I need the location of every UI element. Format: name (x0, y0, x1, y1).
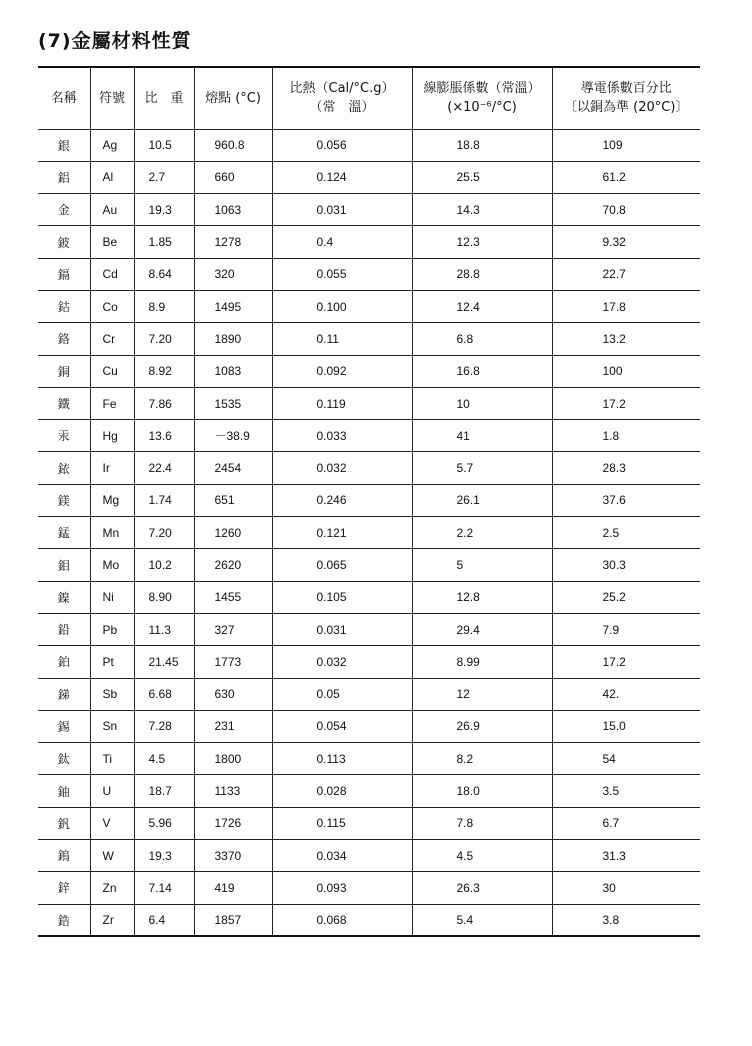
cell-expansion: 18.8 (412, 129, 552, 161)
cell-specific-heat: 0.05 (272, 678, 412, 710)
table-row (38, 646, 700, 678)
cell-expansion: 41 (412, 420, 552, 452)
cell-symbol: Mo (90, 549, 134, 581)
cell-specific-heat: 0.246 (272, 484, 412, 516)
cell-specific-heat: 0.124 (272, 161, 412, 193)
cell-specific-heat: 0.055 (272, 258, 412, 290)
cell-density: 10.2 (134, 549, 194, 581)
cell-density: 13.6 (134, 420, 194, 452)
cell-melting-point: 1800 (194, 743, 272, 775)
cell-specific-heat: 0.100 (272, 290, 412, 322)
cell-conductivity: 25.2 (552, 581, 700, 613)
cell-name: 銥 (38, 452, 90, 484)
cell-symbol: Ag (90, 129, 134, 161)
cell-specific-heat: 0.115 (272, 807, 412, 839)
cell-name: 汞 (38, 420, 90, 452)
header-conductivity-line2: 〔以銅為準 (20°C)〕 (564, 100, 689, 116)
table-row (38, 355, 700, 387)
cell-conductivity: 22.7 (552, 258, 700, 290)
cell-density: 8.90 (134, 581, 194, 613)
cell-symbol: Ti (90, 743, 134, 775)
cell-symbol: Mg (90, 484, 134, 516)
cell-density: 21.45 (134, 646, 194, 678)
cell-name: 釩 (38, 807, 90, 839)
cell-specific-heat: 0.121 (272, 517, 412, 549)
cell-symbol: W (90, 840, 134, 872)
cell-specific-heat: 0.113 (272, 743, 412, 775)
cell-density: 10.5 (134, 129, 194, 161)
cell-specific-heat: 0.065 (272, 549, 412, 581)
cell-symbol: Sn (90, 710, 134, 742)
cell-symbol: Hg (90, 420, 134, 452)
cell-expansion: 5 (412, 549, 552, 581)
cell-name: 鉬 (38, 549, 90, 581)
cell-conductivity: 31.3 (552, 840, 700, 872)
cell-specific-heat: 0.034 (272, 840, 412, 872)
cell-density: 1.74 (134, 484, 194, 516)
cell-conductivity: 28.3 (552, 452, 700, 484)
cell-specific-heat: 0.105 (272, 581, 412, 613)
header-symbol: 符號 (90, 67, 134, 129)
header-expansion (412, 67, 552, 129)
cell-melting-point: 1535 (194, 387, 272, 419)
cell-density: 22.4 (134, 452, 194, 484)
cell-density: 8.9 (134, 290, 194, 322)
cell-symbol: Co (90, 290, 134, 322)
cell-conductivity: 3.5 (552, 775, 700, 807)
header-name: 名稱 (38, 67, 90, 129)
cell-expansion: 2.2 (412, 517, 552, 549)
cell-symbol: Cu (90, 355, 134, 387)
table-row (38, 840, 700, 872)
cell-conductivity: 13.2 (552, 323, 700, 355)
header-melting-point: 熔點 (°C) (194, 67, 272, 129)
cell-conductivity: 30.3 (552, 549, 700, 581)
cell-name: 鋁 (38, 161, 90, 193)
cell-melting-point: 1773 (194, 646, 272, 678)
cell-density: 7.28 (134, 710, 194, 742)
cell-conductivity: 7.9 (552, 613, 700, 645)
cell-expansion: 28.8 (412, 258, 552, 290)
cell-name: 錫 (38, 710, 90, 742)
cell-symbol: Cd (90, 258, 134, 290)
cell-symbol: Au (90, 194, 134, 226)
cell-expansion: 6.8 (412, 323, 552, 355)
cell-melting-point: 1063 (194, 194, 272, 226)
header-specific-heat-line1: 比熱（Cal/°C.g） (289, 81, 395, 97)
cell-name: 鎳 (38, 581, 90, 613)
cell-density: 5.96 (134, 807, 194, 839)
cell-expansion: 12.4 (412, 290, 552, 322)
header-density: 比 重 (134, 67, 194, 129)
cell-conductivity: 100 (552, 355, 700, 387)
table-row (38, 323, 700, 355)
cell-symbol: Sb (90, 678, 134, 710)
table-row (38, 420, 700, 452)
cell-density: 19.3 (134, 840, 194, 872)
cell-symbol: Ni (90, 581, 134, 613)
cell-melting-point: 2620 (194, 549, 272, 581)
cell-specific-heat: 0.054 (272, 710, 412, 742)
cell-melting-point: 660 (194, 161, 272, 193)
cell-name: 鐵 (38, 387, 90, 419)
cell-symbol: Mn (90, 517, 134, 549)
cell-conductivity: 17.2 (552, 646, 700, 678)
cell-specific-heat: 0.068 (272, 904, 412, 936)
cell-symbol: Zr (90, 904, 134, 936)
cell-expansion: 16.8 (412, 355, 552, 387)
cell-conductivity: 109 (552, 129, 700, 161)
cell-symbol: U (90, 775, 134, 807)
cell-melting-point: 1455 (194, 581, 272, 613)
cell-symbol: Zn (90, 872, 134, 904)
cell-specific-heat: 0.031 (272, 194, 412, 226)
table-row (38, 613, 700, 645)
cell-melting-point: 231 (194, 710, 272, 742)
cell-symbol: Pb (90, 613, 134, 645)
table-row (38, 775, 700, 807)
cell-conductivity: 70.8 (552, 194, 700, 226)
header-row (38, 67, 700, 129)
cell-symbol: Fe (90, 387, 134, 419)
cell-specific-heat: 0.093 (272, 872, 412, 904)
table-row (38, 258, 700, 290)
cell-expansion: 18.0 (412, 775, 552, 807)
cell-name: 鎘 (38, 258, 90, 290)
cell-conductivity: 42. (552, 678, 700, 710)
table-row (38, 904, 700, 936)
cell-name: 銀 (38, 129, 90, 161)
cell-expansion: 8.2 (412, 743, 552, 775)
table-row (38, 872, 700, 904)
cell-expansion: 5.7 (412, 452, 552, 484)
cell-symbol: Be (90, 226, 134, 258)
cell-expansion: 12 (412, 678, 552, 710)
cell-symbol: Cr (90, 323, 134, 355)
table-row (38, 387, 700, 419)
header-expansion-line1: 線膨脹係數（常溫） (423, 81, 541, 97)
cell-specific-heat: 0.119 (272, 387, 412, 419)
cell-specific-heat: 0.031 (272, 613, 412, 645)
table-row (38, 194, 700, 226)
cell-expansion: 26.9 (412, 710, 552, 742)
table-row (38, 226, 700, 258)
cell-expansion: 12.8 (412, 581, 552, 613)
table-row (38, 581, 700, 613)
cell-specific-heat: 0.092 (272, 355, 412, 387)
cell-conductivity: 17.2 (552, 387, 700, 419)
table-row (38, 161, 700, 193)
cell-name: 鋅 (38, 872, 90, 904)
cell-name: 銅 (38, 355, 90, 387)
cell-melting-point: 419 (194, 872, 272, 904)
table-body (38, 129, 700, 936)
cell-name: 鈦 (38, 743, 90, 775)
cell-conductivity: 61.2 (552, 161, 700, 193)
cell-density: 6.4 (134, 904, 194, 936)
header-expansion-line2: (×10⁻⁶/°C) (447, 100, 517, 116)
cell-name: 銻 (38, 678, 90, 710)
cell-expansion: 8.99 (412, 646, 552, 678)
cell-conductivity: 37.6 (552, 484, 700, 516)
table-row (38, 290, 700, 322)
cell-name: 鉑 (38, 646, 90, 678)
cell-density: 2.7 (134, 161, 194, 193)
cell-density: 11.3 (134, 613, 194, 645)
cell-conductivity: 3.8 (552, 904, 700, 936)
cell-specific-heat: 0.028 (272, 775, 412, 807)
cell-density: 7.86 (134, 387, 194, 419)
metal-properties-table (38, 66, 700, 937)
cell-specific-heat: 0.11 (272, 323, 412, 355)
cell-conductivity: 15.0 (552, 710, 700, 742)
cell-symbol: Al (90, 161, 134, 193)
cell-density: 7.20 (134, 323, 194, 355)
cell-density: 1.85 (134, 226, 194, 258)
cell-melting-point: 651 (194, 484, 272, 516)
table-row (38, 678, 700, 710)
table-row (38, 710, 700, 742)
header-conductivity (552, 67, 700, 129)
cell-specific-heat: 0.4 (272, 226, 412, 258)
cell-density: 18.7 (134, 775, 194, 807)
cell-melting-point: 320 (194, 258, 272, 290)
cell-name: 鉛 (38, 613, 90, 645)
cell-conductivity: 30 (552, 872, 700, 904)
cell-melting-point: 1133 (194, 775, 272, 807)
cell-density: 8.92 (134, 355, 194, 387)
cell-symbol: Ir (90, 452, 134, 484)
cell-melting-point: －38.9 (194, 420, 272, 452)
cell-conductivity: 6.7 (552, 807, 700, 839)
cell-expansion: 7.8 (412, 807, 552, 839)
table-row (38, 517, 700, 549)
cell-density: 19.3 (134, 194, 194, 226)
table-row (38, 807, 700, 839)
table-row (38, 484, 700, 516)
cell-name: 鈹 (38, 226, 90, 258)
cell-density: 8.64 (134, 258, 194, 290)
table-row (38, 129, 700, 161)
cell-name: 鋯 (38, 904, 90, 936)
cell-name: 鈷 (38, 290, 90, 322)
table-row (38, 452, 700, 484)
cell-specific-heat: 0.056 (272, 129, 412, 161)
header-specific-heat (272, 67, 412, 129)
cell-melting-point: 1857 (194, 904, 272, 936)
cell-expansion: 5.4 (412, 904, 552, 936)
cell-melting-point: 960.8 (194, 129, 272, 161)
cell-conductivity: 1.8 (552, 420, 700, 452)
page-title: (7)金屬材料性質 (38, 30, 192, 52)
header-specific-heat-line2: （常 溫） (309, 100, 375, 116)
cell-melting-point: 1890 (194, 323, 272, 355)
table-row (38, 549, 700, 581)
cell-melting-point: 1726 (194, 807, 272, 839)
cell-density: 7.20 (134, 517, 194, 549)
cell-density: 4.5 (134, 743, 194, 775)
cell-name: 鈾 (38, 775, 90, 807)
cell-melting-point: 1260 (194, 517, 272, 549)
cell-conductivity: 17.8 (552, 290, 700, 322)
cell-expansion: 29.4 (412, 613, 552, 645)
cell-specific-heat: 0.033 (272, 420, 412, 452)
cell-expansion: 4.5 (412, 840, 552, 872)
header-conductivity-line1: 導電係數百分比 (580, 81, 672, 97)
cell-specific-heat: 0.032 (272, 646, 412, 678)
cell-conductivity: 2.5 (552, 517, 700, 549)
cell-melting-point: 1278 (194, 226, 272, 258)
cell-conductivity: 9.32 (552, 226, 700, 258)
cell-symbol: Pt (90, 646, 134, 678)
cell-name: 金 (38, 194, 90, 226)
cell-melting-point: 2454 (194, 452, 272, 484)
cell-melting-point: 327 (194, 613, 272, 645)
cell-name: 鎂 (38, 484, 90, 516)
cell-melting-point: 1495 (194, 290, 272, 322)
cell-name: 鉻 (38, 323, 90, 355)
cell-density: 6.68 (134, 678, 194, 710)
cell-expansion: 12.3 (412, 226, 552, 258)
cell-density: 7.14 (134, 872, 194, 904)
cell-name: 鎢 (38, 840, 90, 872)
cell-expansion: 25.5 (412, 161, 552, 193)
cell-expansion: 26.1 (412, 484, 552, 516)
cell-melting-point: 1083 (194, 355, 272, 387)
cell-symbol: V (90, 807, 134, 839)
cell-conductivity: 54 (552, 743, 700, 775)
cell-expansion: 26.3 (412, 872, 552, 904)
table-row (38, 743, 700, 775)
cell-melting-point: 3370 (194, 840, 272, 872)
cell-expansion: 10 (412, 387, 552, 419)
cell-expansion: 14.3 (412, 194, 552, 226)
cell-specific-heat: 0.032 (272, 452, 412, 484)
cell-name: 錳 (38, 517, 90, 549)
cell-melting-point: 630 (194, 678, 272, 710)
